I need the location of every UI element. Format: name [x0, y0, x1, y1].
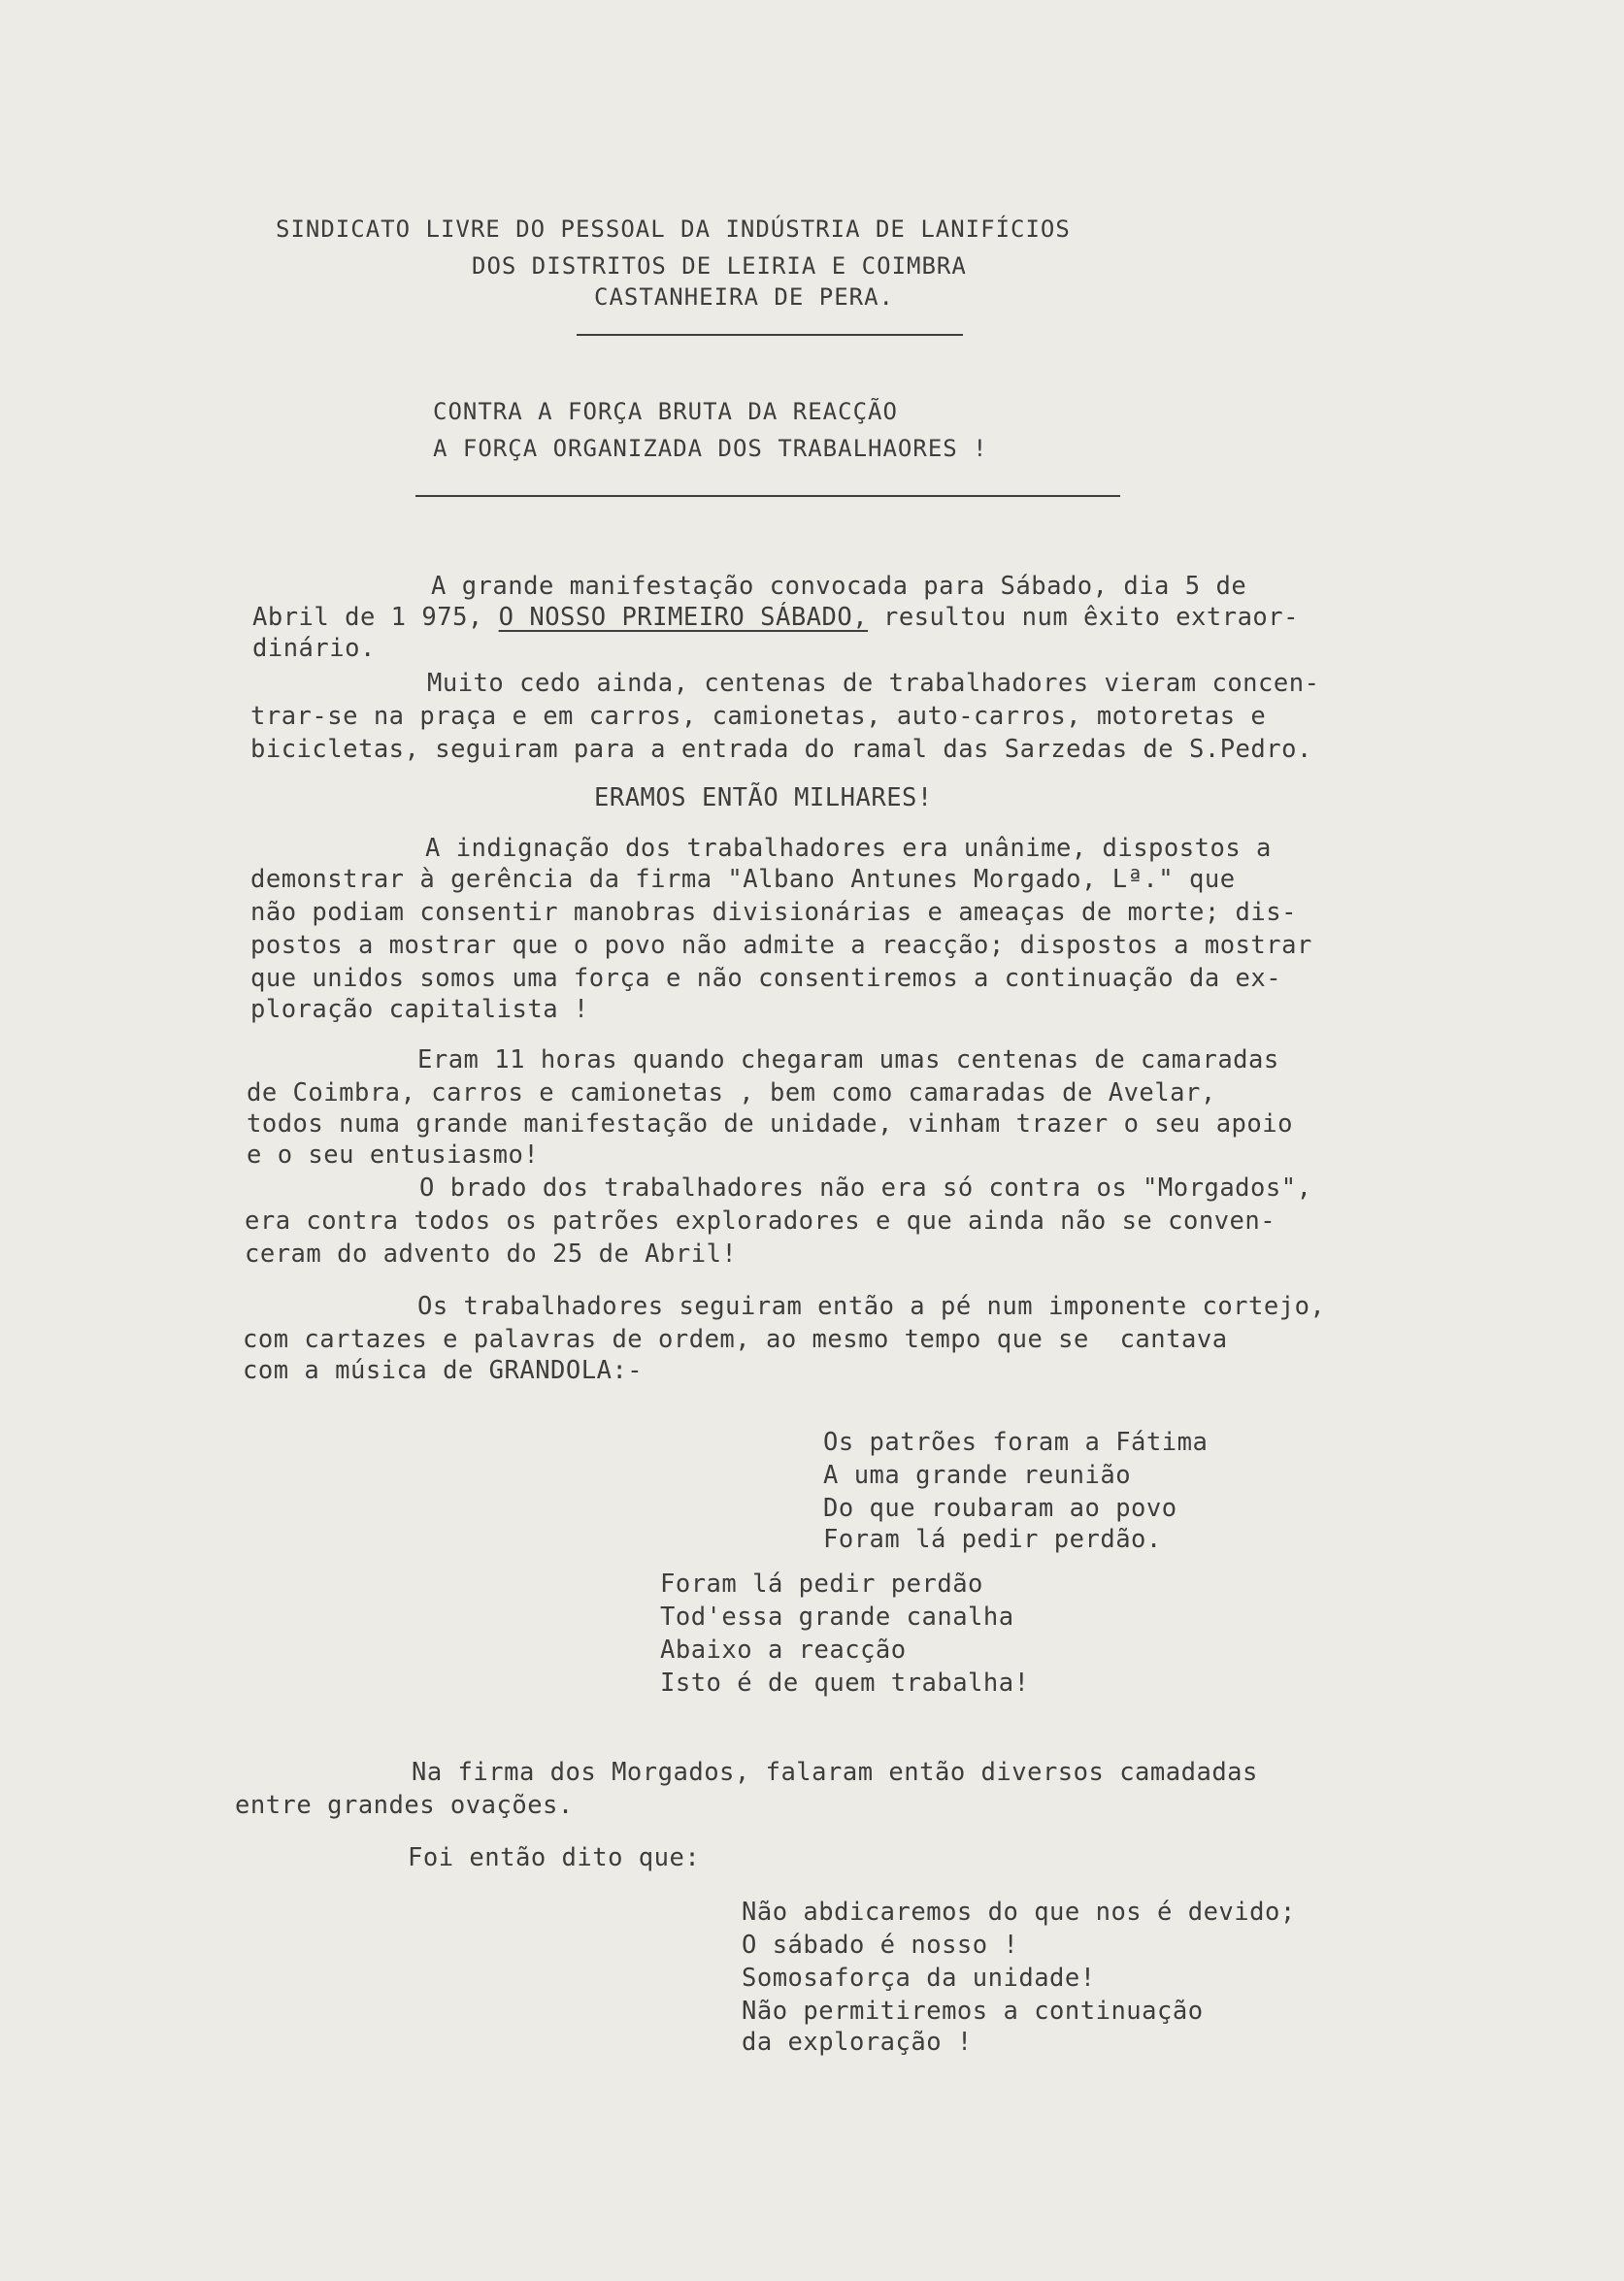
paragraph-3-line-1: A indignação dos trabalhadores era unânime, dispostos a	[425, 834, 1272, 863]
song-verse-2-line-1: Foram lá pedir perdão	[660, 1570, 983, 1599]
header-rule	[577, 334, 963, 336]
paragraph-6-line-1: Os trabalhadores seguiram então a pé num imponente cortejo,	[417, 1292, 1326, 1321]
paragraph-1-line-1: A grande manifestação convocada para Sábado, dia 5 de	[431, 572, 1247, 601]
paragraph-8-line-1: Foi então dito que:	[408, 1843, 701, 1872]
slogan-rule	[415, 495, 1120, 497]
paragraph-1-line-3: dinário.	[252, 634, 376, 663]
declaration-line-4: Não permitiremos a continuação	[742, 1997, 1204, 2026]
song-verse-1-line-2: A uma grande reunião	[823, 1461, 1132, 1490]
paragraph-3-line-5: que unidos somos uma força e não consentiremos a continuação da ex-	[250, 964, 1282, 993]
paragraph-3-line-6: ploração capitalista !	[250, 995, 589, 1024]
paragraph-7-line-1: Na firma dos Morgados, falaram então diversos camadadas	[412, 1758, 1258, 1787]
paragraph-5-line-1: O brado dos trabalhadores não era só contra os "Morgados",	[419, 1174, 1312, 1203]
paragraph-6-line-2: com cartazes e palavras de ordem, ao mesmo tempo que se cantava	[243, 1325, 1228, 1354]
declaration-line-5: da exploração !	[742, 2028, 973, 2057]
paragraph-6-line-3: com a música de GRANDOLA:-	[243, 1356, 644, 1385]
paragraph-4-line-3: todos numa grande manifestação de unidade, vinham trazer o seu apoio	[247, 1109, 1293, 1139]
slogan-line-2: A FORÇA ORGANIZADA DOS TRABALHAORES !	[433, 435, 988, 462]
song-verse-2-line-3: Abaixo a reacção	[660, 1636, 907, 1665]
paragraph-2-line-2: trar-se na praça e em carros, camionetas, auto-carros, motoretas e	[250, 702, 1267, 731]
song-verse-2-line-2: Tod'essa grande canalha	[660, 1603, 1014, 1632]
header-line-2: DOS DISTRITOS DE LEIRIA E COIMBRA	[472, 252, 967, 280]
our-first-saturday: O NOSSO PRIMEIRO SÁBADO,	[498, 603, 869, 632]
song-verse-1-line-1: Os patrões foram a Fátima	[823, 1428, 1209, 1457]
song-verse-2-line-4: Isto é de quem trabalha!	[660, 1669, 1030, 1698]
declaration-line-2: O sábado é nosso !	[742, 1931, 1019, 1960]
slogan-line-1: CONTRA A FORÇA BRUTA DA REACÇÃO	[433, 398, 898, 425]
header-line-3: CASTANHEIRA DE PERA.	[594, 283, 894, 311]
paragraph-4-line-2: de Coimbra, carros e camionetas , bem como camaradas de Avelar,	[247, 1078, 1216, 1107]
paragraph-3-line-3: não podiam consentir manobras divisionárias e ameaças de morte; dis-	[250, 898, 1297, 927]
paragraph-1-line-2: Abril de 1 975, O NOSSO PRIMEIRO SÁBADO, resultou num êxito extraor-	[252, 603, 1299, 632]
paragraph-3-line-4: postos a mostrar que o povo não admite a reacção; dispostos a mostrar	[250, 931, 1312, 960]
eramos-line: ERAMOS ENTÃO MILHARES!	[594, 783, 933, 812]
paragraph-2-line-1: Muito cedo ainda, centenas de trabalhadores vieram concen-	[427, 669, 1320, 698]
song-verse-1-line-3: Do que roubaram ao povo	[823, 1494, 1177, 1523]
paragraph-4-line-4: e o seu entusiasmo!	[247, 1140, 540, 1170]
paragraph-3-line-2: demonstrar à gerência da firma "Albano Antunes Morgado, Lª." que	[250, 865, 1236, 894]
paragraph-7-line-2: entre grandes ovações.	[235, 1791, 574, 1820]
declaration-line-3: Somosaforça da unidade!	[742, 1964, 1096, 1993]
declaration-line-1: Não abdicaremos do que nos é devido;	[742, 1898, 1296, 1927]
paragraph-4-line-1: Eram 11 horas quando chegaram umas centenas de camaradas	[417, 1045, 1279, 1074]
song-verse-1-line-4: Foram lá pedir perdão.	[823, 1525, 1162, 1554]
paragraph-5-line-3: ceram do advento do 25 de Abril!	[245, 1240, 738, 1269]
paragraph-2-line-3: bicicletas, seguiram para a entrada do ramal das Sarzedas de S.Pedro.	[250, 735, 1312, 764]
paragraph-5-line-2: era contra todos os patrões exploradores e que ainda não se conven-	[245, 1207, 1276, 1236]
header-line-1: SINDICATO LIVRE DO PESSOAL DA INDÚSTRIA DE LANIFÍCIOS	[276, 215, 1071, 243]
